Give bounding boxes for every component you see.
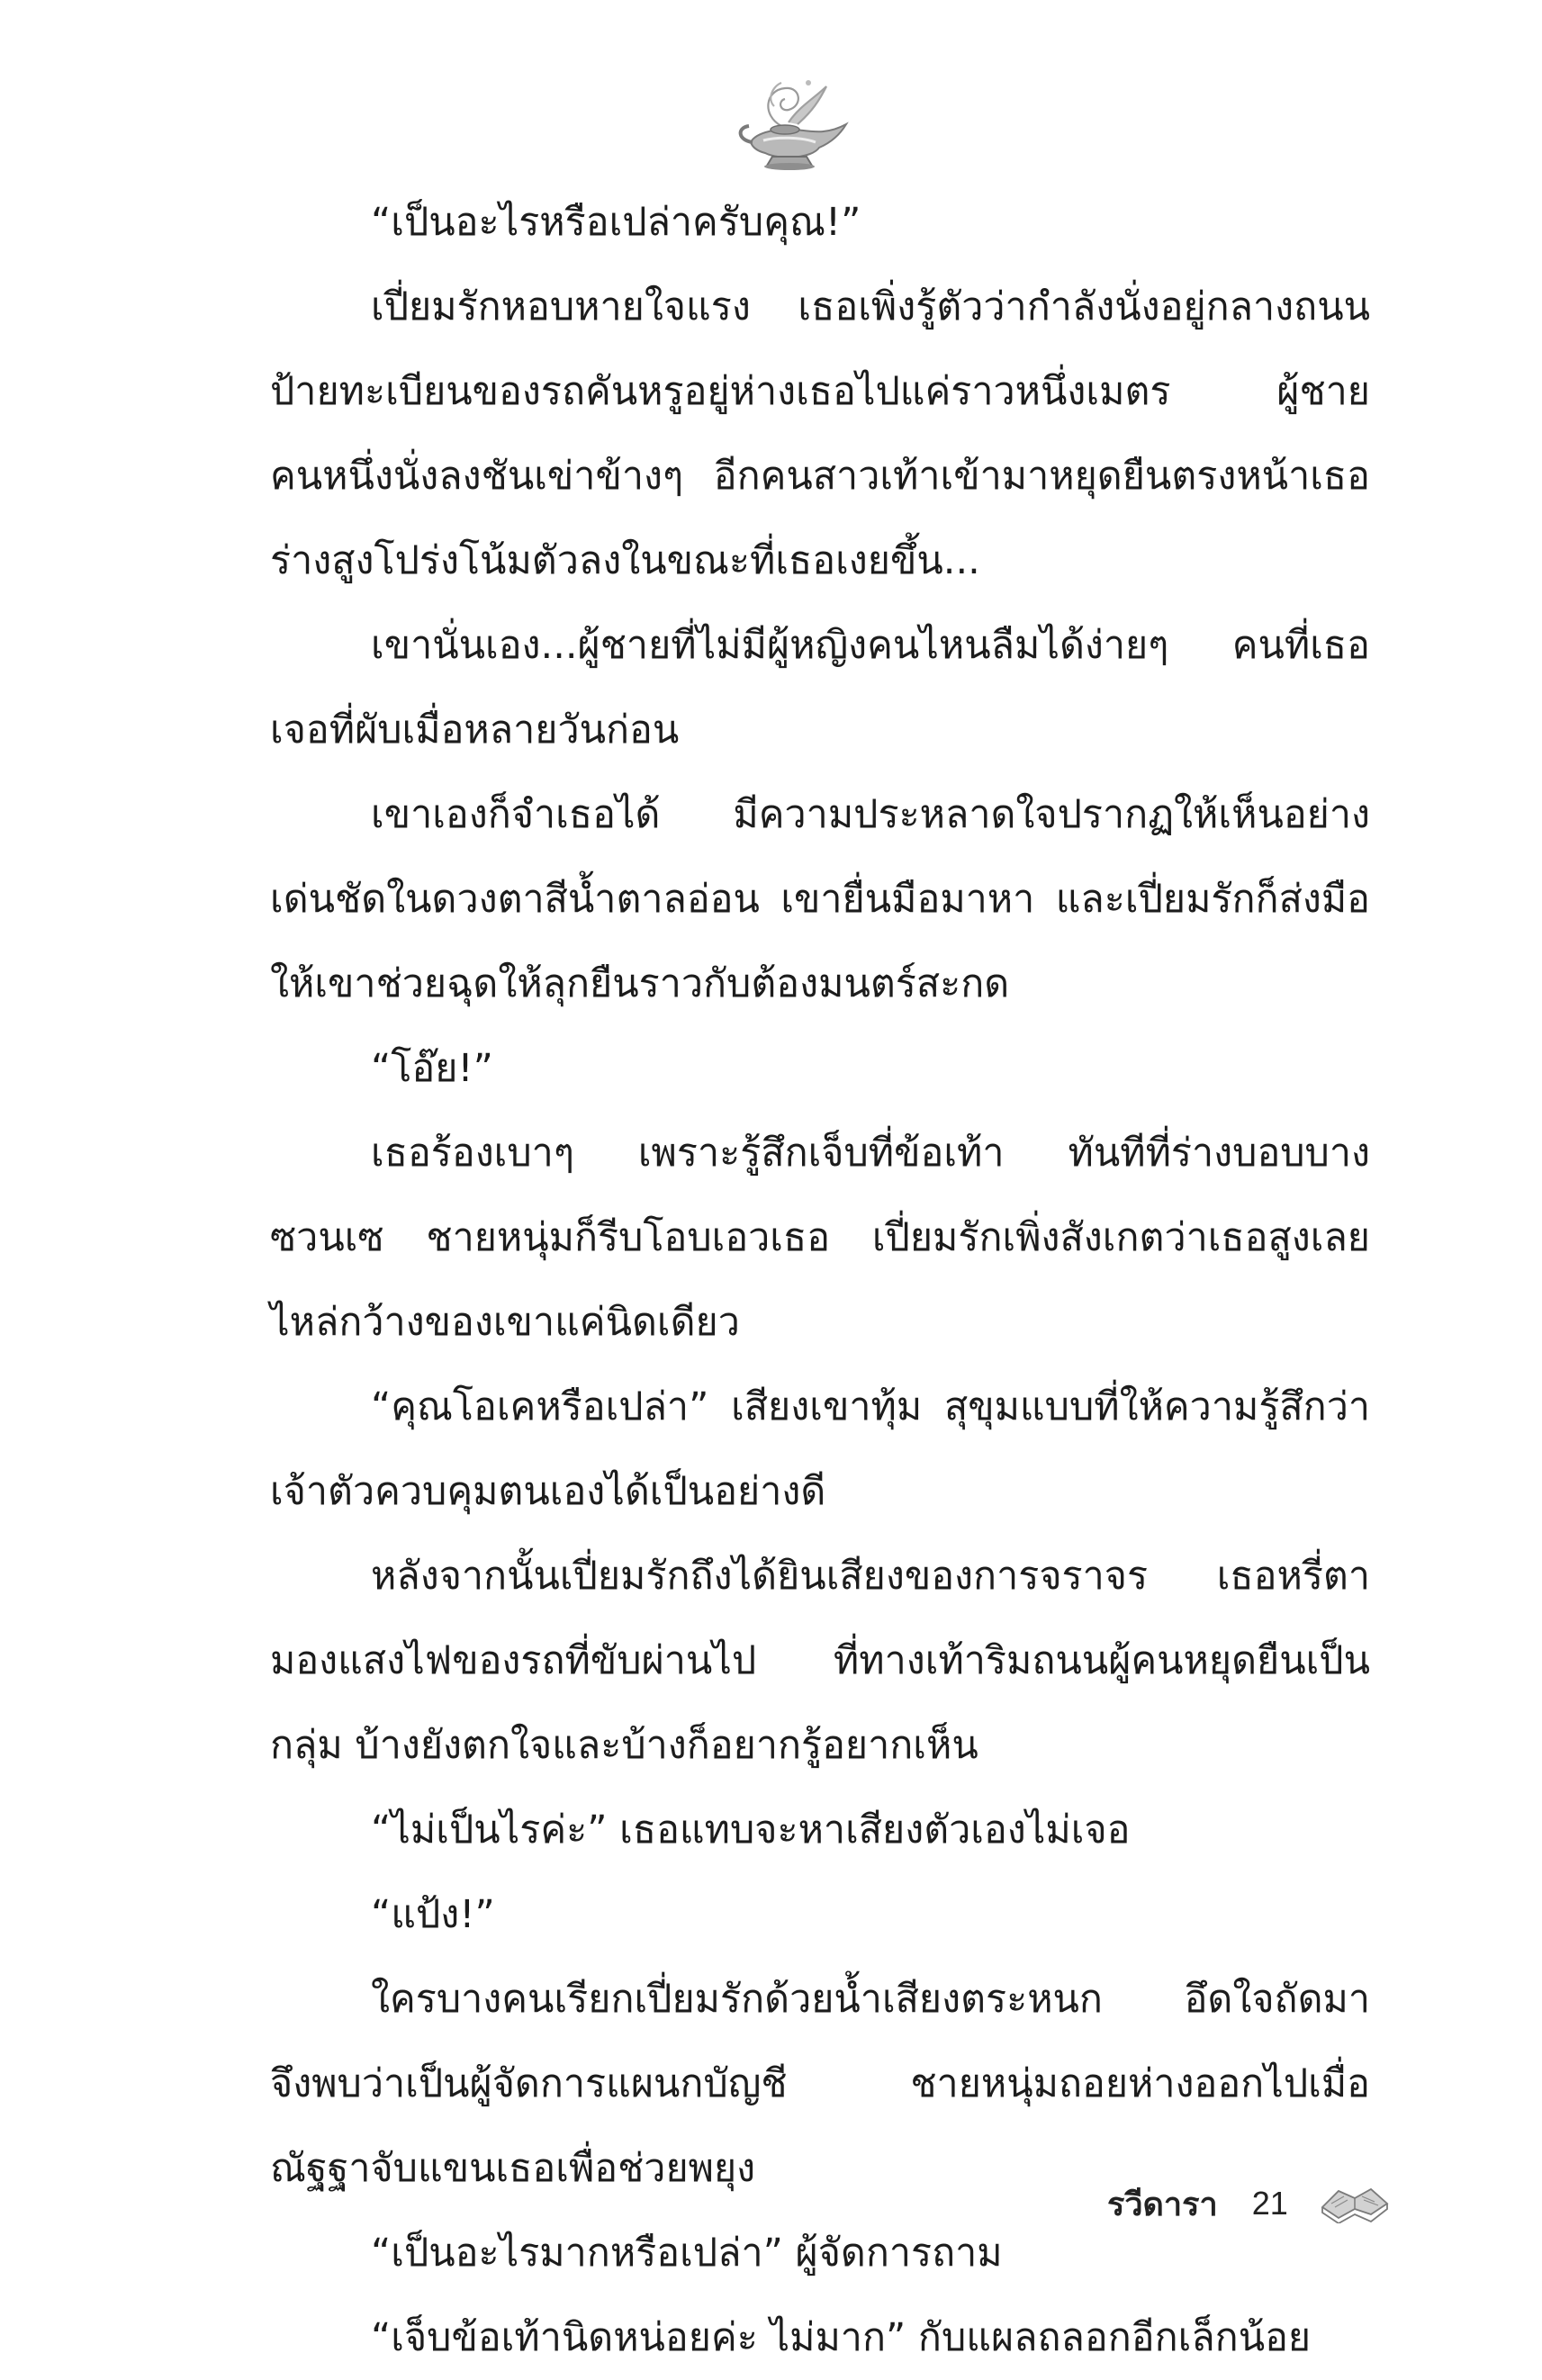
paragraph-line: “เป็นอะไรมากหรือเปล่า” ผู้จัดการถาม bbox=[371, 2231, 1003, 2276]
paragraph-line: ณัฐฐาจับแขนเธอเพื่อช่วยพยุง bbox=[270, 2146, 756, 2191]
paragraph-line: ไหล่กว้างของเขาแค่นิดเดียว bbox=[270, 1300, 740, 1345]
magic-lamp-icon bbox=[726, 70, 861, 178]
footer-title: รวีดารา bbox=[1107, 2186, 1218, 2223]
paragraph-line: ป้ายทะเบียนของรถคันหรูอยู่ห่างเธอไปแค่ราวหนึ่งเมตร ผู้ชาย bbox=[270, 369, 1370, 414]
paragraph-line: เจ้าตัวควบคุมตนเองได้เป็นอย่างดี bbox=[270, 1469, 826, 1514]
paragraph-line: ใครบางคนเรียกเปี่ยมรักด้วยน้ำเสียงตระหนก อึดใจถัดมา bbox=[371, 1977, 1370, 2022]
paragraph-line: ให้เขาช่วยฉุดให้ลุกยืนราวกับต้องมนตร์สะกด bbox=[270, 961, 1010, 1006]
paragraph-line: เปี่ยมรักหอบหายใจแรง เธอเพิ่งรู้ตัวว่ากำลังนั่งอยู่กลางถนน bbox=[371, 284, 1370, 329]
paragraph-line: “ไม่เป็นไรค่ะ” เธอแทบจะหาเสียงตัวเองไม่เจอ bbox=[371, 1808, 1131, 1853]
paragraph-line: เขานั่นเอง...ผู้ชายที่ไม่มีผู้หญิงคนไหนลืมได้ง่ายๆ คนที่เธอ bbox=[371, 623, 1370, 668]
open-book-icon bbox=[1319, 2184, 1391, 2223]
paragraph-line: เจอที่ผับเมื่อหลายวันก่อน bbox=[270, 708, 680, 753]
page-footer bbox=[1062, 2177, 1404, 2231]
paragraph-line: คนหนึ่งนั่งลงชันเข่าข้างๆ อีกคนสาวเท้าเข้ามาหยุดยืนตรงหน้าเธอ bbox=[270, 454, 1370, 499]
paragraph-line: “คุณโอเคหรือเปล่า” เสียงเขาทุ้ม สุขุมแบบที่ให้ความรู้สึกว่า bbox=[371, 1384, 1370, 1429]
paragraph-line: “โอ๊ย!” bbox=[371, 1046, 493, 1091]
paragraph-line: เขาเองก็จำเธอได้ มีความประหลาดใจปรากฏให้เห็นอย่าง bbox=[371, 792, 1370, 837]
paragraph-line: มองแสงไฟของรถที่ขับผ่านไป ที่ทางเท้าริมถนนผู้คนหยุดยืนเป็น bbox=[270, 1638, 1370, 1683]
paragraph-line: “แป้ง!” bbox=[371, 1892, 495, 1937]
story-text bbox=[270, 180, 1370, 2380]
paragraph-line: ร่างสูงโปร่งโน้มตัวลงในขณะที่เธอเงยขึ้น... bbox=[270, 538, 980, 583]
paragraph-line: จึงพบว่าเป็นผู้จัดการแผนกบัญชี ชายหนุ่มถอยห่างออกไปเมื่อ bbox=[270, 2061, 1370, 2106]
paragraph-line: “เจ็บข้อเท้านิดหน่อยค่ะ ไม่มาก” กับแผลถลอกอีกเล็กน้อย bbox=[371, 2315, 1312, 2360]
page-number: 21 bbox=[1251, 2185, 1288, 2222]
paragraph-line: เธอร้องเบาๆ เพราะรู้สึกเจ็บที่ข้อเท้า ทันทีที่ร่างบอบบาง bbox=[371, 1131, 1370, 1176]
paragraph-line: กลุ่ม บ้างยังตกใจและบ้างก็อยากรู้อยากเห็น bbox=[270, 1723, 978, 1768]
paragraph-line: “เป็นอะไรหรือเปล่าครับคุณ!” bbox=[371, 200, 861, 245]
paragraph-line: ซวนเซ ชายหนุ่มก็รีบโอบเอวเธอ เปี่ยมรักเพิ่งสังเกตว่าเธอสูงเลย bbox=[270, 1215, 1370, 1260]
paragraph-line: เด่นชัดในดวงตาสีน้ำตาลอ่อน เขายื่นมือมาหา และเปี่ยมรักก็ส่งมือ bbox=[270, 877, 1370, 922]
paragraph-line: หลังจากนั้นเปี่ยมรักถึงได้ยินเสียงของการจราจร เธอหรี่ตา bbox=[371, 1554, 1370, 1599]
